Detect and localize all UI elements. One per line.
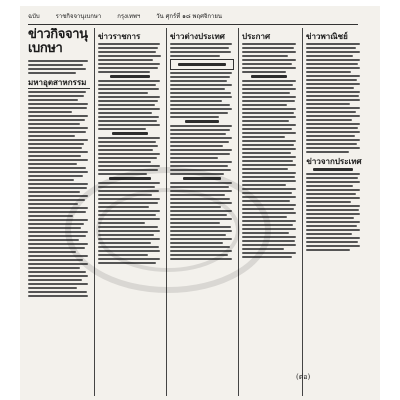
text-line — [306, 249, 350, 251]
text-line — [28, 123, 80, 125]
text-line — [98, 137, 160, 139]
text-line — [170, 242, 223, 244]
text-line — [242, 100, 295, 102]
text-line — [28, 255, 88, 257]
text-line — [242, 148, 296, 150]
text-line — [170, 214, 227, 216]
text-line — [306, 135, 355, 137]
text-line — [306, 115, 360, 117]
text-line — [306, 59, 360, 61]
text-line — [242, 152, 291, 154]
text-line — [28, 267, 80, 269]
text-line — [28, 295, 88, 297]
text-line — [242, 132, 296, 134]
text-line — [98, 238, 160, 240]
text-line — [170, 254, 228, 256]
text-line — [242, 67, 296, 69]
text-line — [170, 92, 231, 94]
text-line — [28, 111, 72, 113]
text-line — [28, 107, 87, 109]
column-4 — [242, 28, 298, 396]
text-line — [242, 140, 296, 142]
boxed-heading — [170, 59, 234, 70]
text-line — [98, 63, 160, 65]
text-line — [242, 192, 292, 194]
text-line — [98, 254, 148, 256]
text-line — [28, 211, 86, 213]
text-line — [242, 188, 296, 190]
text-line — [242, 92, 290, 94]
subheading-line — [185, 120, 219, 123]
text-line — [170, 47, 229, 49]
text-line — [170, 104, 230, 106]
text-line — [28, 259, 83, 261]
text-line — [28, 291, 87, 293]
text-line — [170, 145, 223, 147]
text-line — [306, 185, 353, 187]
column-5 — [306, 28, 362, 396]
column-1 — [28, 28, 90, 396]
column-divider — [238, 28, 239, 396]
text-line — [306, 71, 351, 73]
text-line — [28, 179, 74, 181]
text-line — [306, 147, 360, 149]
text-line — [242, 120, 289, 122]
text-line — [170, 222, 220, 224]
text-line — [170, 149, 232, 151]
text-line — [242, 96, 296, 98]
text-line — [306, 75, 360, 77]
text-line — [242, 108, 296, 110]
text-line — [28, 287, 77, 289]
text-line — [242, 124, 296, 126]
text-line — [242, 204, 296, 206]
text-line — [98, 210, 160, 212]
text-line — [98, 202, 158, 204]
text-line — [242, 80, 296, 82]
text-line — [242, 55, 288, 57]
text-line — [28, 187, 87, 189]
text-line — [28, 131, 86, 133]
text-line — [28, 235, 86, 237]
text-line — [242, 104, 287, 106]
text-line — [98, 51, 156, 53]
text-line — [306, 99, 360, 101]
text-line — [306, 193, 356, 195]
text-line — [170, 230, 232, 232]
text-line — [306, 91, 360, 93]
text-line — [242, 176, 295, 178]
text-line — [170, 206, 221, 208]
text-line — [170, 129, 230, 131]
text-line — [306, 177, 358, 179]
text-line — [170, 190, 232, 192]
text-line — [98, 43, 160, 45]
text-line — [98, 124, 160, 126]
text-line — [170, 234, 226, 236]
text-line — [28, 275, 88, 277]
text-line — [28, 72, 76, 74]
text-line — [306, 237, 360, 239]
text-line — [98, 214, 156, 216]
text-line — [170, 186, 229, 188]
section-title: ข่าวต่างประเทศ — [170, 31, 225, 41]
text-line — [170, 133, 226, 135]
text-line — [28, 223, 84, 225]
text-line — [98, 120, 157, 122]
text-line — [98, 182, 160, 184]
continued-stamp: (ต่อ) — [296, 373, 311, 381]
text-line — [98, 169, 158, 171]
text-line — [98, 116, 159, 118]
text-line — [242, 84, 293, 86]
text-line — [242, 128, 292, 130]
text-line — [28, 171, 88, 173]
text-line — [242, 256, 292, 258]
text-line — [98, 226, 158, 228]
text-line — [98, 80, 160, 82]
text-line — [98, 153, 160, 155]
text-line — [170, 258, 232, 260]
text-line — [98, 59, 153, 61]
text-line — [28, 60, 88, 62]
subheading-line — [109, 177, 151, 180]
text-line — [170, 173, 224, 175]
text-line — [306, 51, 360, 53]
text-line — [28, 91, 86, 93]
text-line — [28, 143, 84, 145]
text-line — [28, 207, 88, 209]
text-line — [98, 112, 152, 114]
text-line — [98, 206, 149, 208]
text-line — [306, 67, 360, 69]
text-line — [306, 233, 352, 235]
text-line — [242, 160, 293, 162]
text-line — [170, 250, 232, 252]
text-line — [98, 100, 158, 102]
text-line — [170, 246, 230, 248]
text-line — [306, 241, 358, 243]
text-line — [28, 119, 85, 121]
text-line — [306, 83, 360, 85]
text-line — [28, 64, 83, 66]
text-line — [242, 63, 292, 65]
text-line — [28, 195, 88, 197]
text-line — [28, 199, 85, 201]
text-line — [242, 200, 290, 202]
text-line — [98, 218, 160, 220]
text-line — [242, 232, 289, 234]
text-line — [170, 226, 231, 228]
text-line — [242, 244, 296, 246]
text-line — [98, 246, 159, 248]
text-line — [98, 194, 152, 196]
text-line — [98, 242, 151, 244]
text-line — [306, 139, 360, 141]
text-line — [28, 147, 82, 149]
text-line — [28, 191, 80, 193]
text-line — [306, 127, 358, 129]
text-line — [28, 219, 88, 221]
text-line — [306, 245, 360, 247]
text-line — [98, 149, 153, 151]
text-line — [242, 196, 296, 198]
text-line — [242, 216, 287, 218]
section-title: ข่าวราชการ — [98, 31, 141, 41]
masthead-title: ข่าวกิจจานุเบกษา — [28, 28, 88, 56]
text-line — [170, 80, 227, 82]
text-line — [28, 167, 86, 169]
text-line — [98, 262, 156, 264]
text-line — [306, 173, 360, 175]
text-line — [28, 163, 77, 165]
text-line — [242, 236, 296, 238]
text-line — [306, 209, 359, 211]
text-line — [306, 103, 350, 105]
text-line — [98, 104, 155, 106]
section-title: ข่าวพาณิชย์ — [306, 31, 348, 41]
text-line — [98, 96, 160, 98]
text-line — [28, 251, 76, 253]
column-divider — [94, 28, 95, 396]
text-line — [242, 180, 296, 182]
text-line — [242, 220, 296, 222]
text-line — [28, 243, 88, 245]
text-line — [98, 145, 158, 147]
text-line — [98, 128, 146, 130]
text-line — [306, 123, 360, 125]
text-line — [170, 116, 219, 118]
text-line — [306, 201, 351, 203]
text-line — [242, 248, 284, 250]
text-line — [242, 88, 296, 90]
subheading-line — [313, 168, 353, 171]
text-line — [242, 59, 296, 61]
text-line — [170, 125, 232, 127]
text-line — [98, 55, 161, 57]
page-header — [28, 12, 350, 22]
text-line — [98, 108, 160, 110]
subheading-line — [110, 75, 150, 78]
text-line — [306, 87, 354, 89]
text-line — [306, 131, 360, 133]
header-rule — [28, 24, 358, 25]
text-line — [242, 240, 295, 242]
text-line — [306, 225, 357, 227]
text-line — [170, 141, 229, 143]
text-line — [242, 208, 294, 210]
text-line — [306, 107, 360, 109]
text-line — [306, 119, 352, 121]
text-line — [28, 175, 83, 177]
text-line — [28, 279, 82, 281]
text-line — [170, 238, 232, 240]
text-line — [170, 198, 230, 200]
text-line — [28, 215, 73, 217]
text-line — [98, 71, 150, 73]
text-line — [28, 103, 88, 105]
text-line — [306, 143, 357, 145]
text-line — [170, 112, 228, 114]
text-line — [28, 247, 85, 249]
text-line — [306, 221, 360, 223]
text-line — [98, 250, 160, 252]
text-line — [306, 43, 360, 45]
text-line — [98, 157, 157, 159]
text-line — [306, 229, 360, 231]
text-line — [28, 95, 84, 97]
text-line — [98, 198, 160, 200]
text-line — [28, 239, 79, 241]
text-line — [28, 99, 78, 101]
text-line — [306, 79, 357, 81]
text-line — [28, 151, 88, 153]
text-line — [98, 230, 160, 232]
header-left: ฉบับ — [28, 13, 40, 20]
text-line — [306, 111, 356, 113]
text-line — [98, 92, 148, 94]
text-line — [98, 234, 154, 236]
text-line — [242, 116, 296, 118]
text-line — [28, 271, 86, 273]
text-line — [306, 151, 349, 153]
section-title: มหาอุตสาหกรรม — [28, 77, 90, 89]
subheading-line — [251, 75, 287, 78]
text-line — [98, 258, 160, 260]
text-line — [98, 161, 151, 163]
text-line — [242, 212, 296, 214]
text-line — [242, 43, 296, 45]
text-line — [306, 197, 360, 199]
text-line — [242, 228, 296, 230]
section-title: ประกาศ — [242, 31, 271, 41]
text-line — [28, 135, 75, 137]
text-line — [170, 218, 232, 220]
text-line — [28, 283, 88, 285]
text-line — [242, 252, 296, 254]
text-line — [98, 141, 156, 143]
column-3 — [170, 28, 234, 396]
text-line — [170, 88, 225, 90]
text-line — [28, 227, 81, 229]
subheading-line — [112, 132, 148, 135]
text-line — [170, 108, 232, 110]
text-line — [170, 100, 222, 102]
text-line — [306, 217, 354, 219]
text-line — [28, 68, 86, 70]
text-line — [170, 202, 232, 204]
text-line — [28, 159, 88, 161]
text-line — [170, 153, 230, 155]
section-title: ข่าวจากประเทศ — [306, 156, 362, 166]
text-line — [28, 231, 88, 233]
text-line — [170, 169, 231, 171]
text-line — [306, 181, 360, 183]
text-line — [170, 210, 232, 212]
text-line — [98, 165, 160, 167]
text-line — [242, 51, 296, 53]
text-line — [306, 213, 360, 215]
header-location: กรุงเทพฯ — [117, 13, 141, 20]
text-line — [28, 155, 81, 157]
text-line — [170, 194, 225, 196]
text-line — [170, 84, 232, 86]
text-line — [306, 95, 359, 97]
text-line — [242, 71, 286, 73]
text-line — [242, 172, 296, 174]
text-line — [170, 182, 232, 184]
text-line — [242, 168, 288, 170]
text-line — [306, 205, 360, 207]
text-line — [170, 55, 220, 57]
text-line — [28, 115, 88, 117]
text-line — [306, 47, 356, 49]
boxed-heading-line — [178, 63, 226, 66]
text-line — [98, 88, 159, 90]
text-line — [242, 47, 294, 49]
text-line — [170, 43, 232, 45]
text-line — [242, 156, 296, 158]
column-divider — [166, 28, 167, 396]
text-line — [170, 161, 232, 163]
text-line — [170, 76, 230, 78]
text-line — [170, 157, 218, 159]
text-line — [170, 137, 232, 139]
column-divider — [302, 28, 303, 396]
text-line — [98, 47, 158, 49]
text-line — [28, 139, 88, 141]
header-date: วัน ศุกร์ที่ ๑๘ พฤศจิกายน — [156, 13, 223, 20]
text-line — [28, 263, 88, 265]
text-line — [98, 173, 147, 175]
text-line — [98, 222, 145, 224]
text-line — [170, 51, 231, 53]
text-line — [98, 190, 159, 192]
text-line — [28, 203, 78, 205]
text-line — [242, 136, 285, 138]
text-line — [242, 184, 286, 186]
text-line — [28, 183, 88, 185]
text-line — [28, 127, 88, 129]
subheading-line — [183, 177, 221, 180]
text-line — [306, 63, 358, 65]
text-line — [242, 144, 294, 146]
column-2 — [98, 28, 162, 396]
text-line — [98, 186, 155, 188]
header-section: ราชกิจจานุเบกษา — [55, 13, 102, 20]
text-line — [306, 55, 353, 57]
text-line — [306, 189, 360, 191]
text-line — [170, 72, 232, 74]
text-line — [242, 224, 293, 226]
text-line — [170, 165, 228, 167]
text-line — [98, 67, 158, 69]
text-line — [170, 96, 232, 98]
text-line — [242, 112, 294, 114]
text-line — [98, 84, 156, 86]
text-line — [242, 164, 296, 166]
